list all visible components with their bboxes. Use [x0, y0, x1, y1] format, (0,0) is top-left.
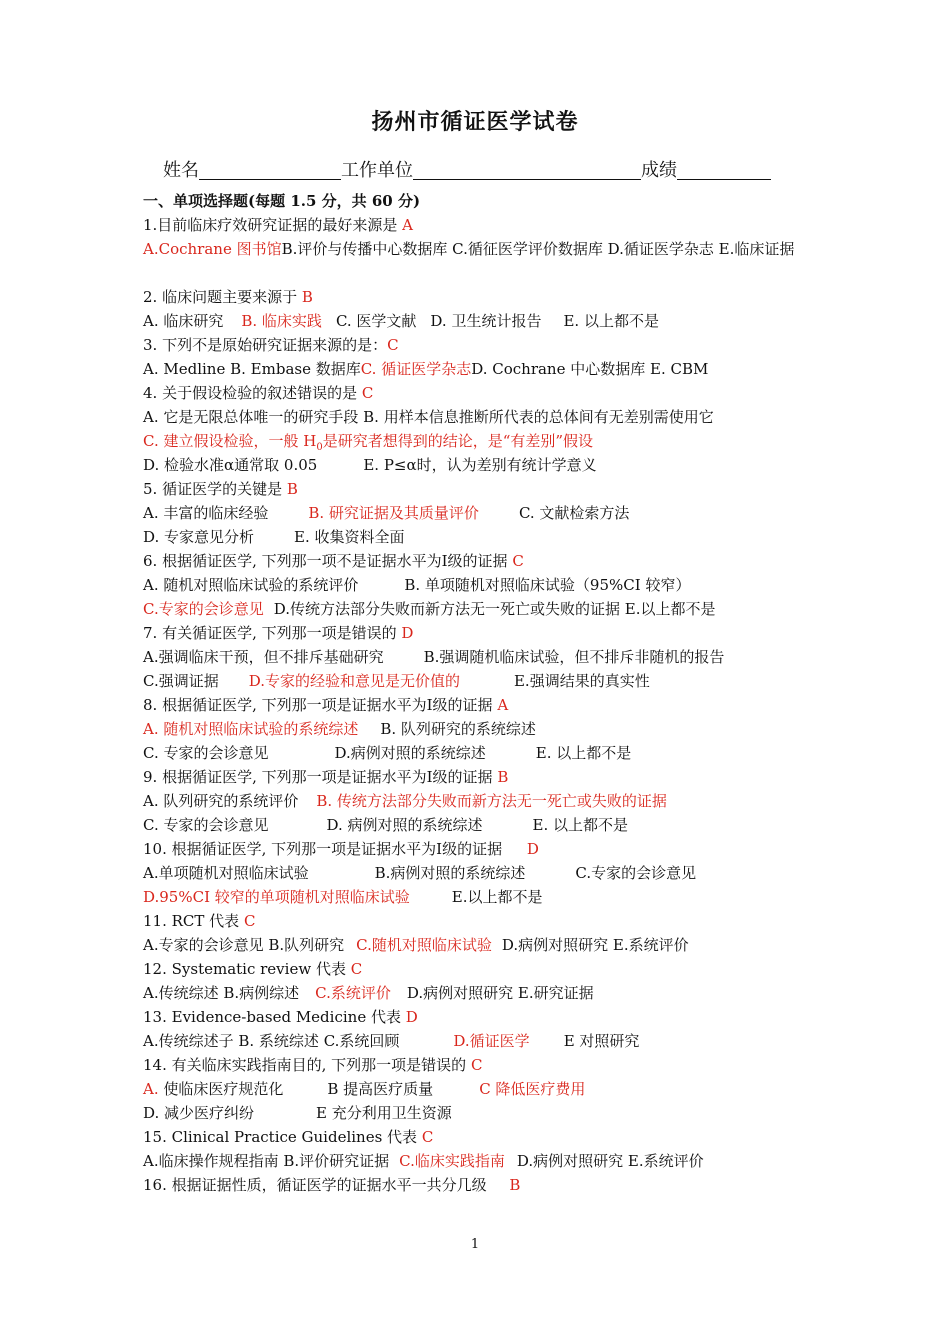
option-correct-part: C. 建立假设检验，一般 H: [143, 432, 317, 450]
score-label: 成绩: [641, 160, 677, 181]
option-correct: C.随机对照临床试验: [356, 936, 492, 954]
stem-text: 4. 关于假设检验的叙述错误的是: [143, 384, 362, 402]
question-stem: [143, 285, 823, 309]
option-correct: D.循证医学: [453, 1032, 530, 1050]
question-stem: [143, 477, 823, 501]
answer-key: C: [512, 552, 524, 570]
question-options: [143, 645, 823, 669]
option-text: D.病例对照的系统综述: [334, 744, 486, 762]
answer-key: A: [497, 696, 509, 714]
option-text: E. P≤α时，认为差别有统计学意义: [363, 456, 597, 474]
stem-text: 12. Systematic review 代表: [143, 960, 351, 978]
stem-text: 10. 根据循证医学, 下列那一项是证据水平为Ⅰ级的证据: [143, 840, 507, 858]
answer-key: C: [361, 384, 374, 402]
option-correct: B. 传统方法部分失败而新方法无一死亡或失败的证据: [316, 792, 667, 810]
option-correct: B. 临床实践: [241, 312, 322, 330]
question-options: [143, 237, 823, 285]
question-stem: [143, 909, 823, 933]
option-text: E 对照研究: [563, 1032, 640, 1050]
option-text: A.专家的会诊意见 B.队列研究: [143, 936, 345, 954]
option-correct: B. 研究证据及其质量评价: [308, 504, 479, 522]
question-options: [143, 1077, 823, 1101]
stem-text: 3. 下列不是原始研究证据来源的是：: [143, 336, 388, 354]
option-text: D. 专家意见分析: [143, 528, 255, 546]
question-options: [143, 573, 823, 597]
option-text: B. 队列研究的系统综述: [380, 720, 536, 738]
question-options: [143, 597, 823, 621]
option-correct: A. 随机对照临床试验的系统综述: [143, 720, 359, 738]
option-letter: A.: [143, 1080, 159, 1098]
question-stem: [143, 1125, 823, 1149]
option-text: A.传统综述 B.病例综述: [143, 984, 300, 1002]
question-options: [143, 741, 823, 765]
question-stem: [143, 1053, 823, 1077]
answer-key: B: [509, 1176, 521, 1194]
stem-text: 5. 循证医学的关键是: [143, 480, 287, 498]
option-text: D. 检验水准α通常取 0.05: [143, 456, 318, 474]
stem-text: 6. 根据循证医学, 下列那一项不是证据水平为Ⅰ级的证据: [143, 552, 513, 570]
option-text: A.单项随机对照临床试验: [143, 864, 309, 882]
option-text: A.临床操作规程指南 B.评价研究证据: [143, 1152, 390, 1170]
option-correct: A.Cochrane 图书馆: [143, 240, 282, 258]
section-heading: 一、单项选择题(每题 1.5 分，共 60 分): [143, 192, 421, 210]
question-options: [143, 453, 823, 477]
option-text: D. Cochrane 中心数据库 E. CBM: [471, 360, 709, 378]
unit-label: 工作单位: [341, 160, 413, 181]
option-text: E 充分利用卫生资源: [316, 1104, 452, 1122]
question-options: [143, 669, 823, 693]
option-text: A. 丰富的临床经验: [143, 504, 269, 522]
option-text: E.以上都不是: [451, 888, 543, 906]
answer-key: D: [401, 624, 414, 642]
answer-key: C: [350, 960, 363, 978]
question-options: [143, 525, 823, 549]
option-text: A. 随机对照临床试验的系统评价: [143, 576, 359, 594]
question-options: [143, 501, 823, 525]
option-text: B.评价与传播中心数据库 C.循征医学评价数据库 D.循证医学杂志 E.临床证据: [281, 240, 795, 258]
question-options: [143, 1029, 823, 1053]
stem-text: 15. Clinical Practice Guidelines 代表: [143, 1128, 422, 1146]
answer-key: C: [421, 1128, 434, 1146]
option-text: B. 单项随机对照临床试验（95%CI 较窄）: [404, 576, 691, 594]
name-label: 姓名: [163, 160, 199, 181]
option-text: C.专家的会诊意见: [575, 864, 697, 882]
option-correct: C.临床实践指南: [399, 1152, 505, 1170]
answer-key: D: [405, 1008, 418, 1026]
option-correct-part: 是研究者想得到的结论，是“有差别”假设: [322, 432, 594, 450]
question-stem: [143, 549, 823, 573]
option-correct: [143, 429, 823, 453]
option-correct: C. 循证医学杂志: [360, 360, 472, 378]
question-options: [143, 789, 823, 813]
option-text: A. 它是无限总体唯一的研究手段 B. 用样本信息推断所代表的总体间有无差别需使用它: [143, 408, 714, 426]
option-text: A.强调临床干预，但不排斥基础研究: [143, 648, 384, 666]
answer-key: B: [301, 288, 313, 306]
option-text: B.强调随机临床试验，但不排斥非随机的报告: [423, 648, 725, 666]
question-options: [143, 813, 823, 837]
option-text: E. 以上都不是: [532, 816, 629, 834]
option-text: B.病例对照的系统综述: [374, 864, 526, 882]
option-text: C. 专家的会诊意见: [143, 816, 269, 834]
answer-key: B: [497, 768, 509, 786]
question-stem: [143, 1005, 823, 1029]
option-text: B 提高医疗质量: [327, 1080, 434, 1098]
answer-key: C: [470, 1056, 483, 1074]
answer-key: D: [526, 840, 539, 858]
option-text: E. 以上都不是: [535, 744, 632, 762]
stem-text: 1.目前临床疗效研究证据的最好来源是: [143, 216, 403, 234]
option-correct: C.系统评价: [315, 984, 391, 1002]
question-options: [143, 885, 823, 909]
option-text: E. 以上都不是: [563, 312, 659, 330]
question-stem: [143, 333, 823, 357]
answer-key: C: [243, 912, 256, 930]
question-stem: [143, 213, 823, 237]
unit-blank[interactable]: [413, 161, 641, 180]
question-options: [143, 1101, 823, 1125]
stem-text: 9. 根据循证医学, 下列那一项是证据水平为Ⅰ级的证据: [143, 768, 498, 786]
option-text: D.病例对照研究 E.系统评价: [516, 1152, 704, 1170]
question-options: [143, 717, 823, 741]
stem-text: 16. 根据证据性质，循证医学的证据水平一共分几级: [143, 1176, 492, 1194]
question-stem: [143, 693, 823, 717]
subscript: 0: [316, 442, 323, 453]
stem-text: 7. 有关循证医学, 下列那一项是错误的: [143, 624, 402, 642]
question-stem: [143, 1173, 823, 1197]
stem-text: 14. 有关临床实践指南目的, 下列那一项是错误的: [143, 1056, 471, 1074]
option-correct: D.95%CI 较窄的单项随机对照临床试验: [143, 888, 410, 906]
stem-text: 13. Evidence-based Medicine 代表: [143, 1008, 406, 1026]
option-text: E.强调结果的真实性: [513, 672, 650, 690]
option-text: D. 减少医疗纠纷: [143, 1104, 255, 1122]
question-options: [143, 405, 823, 429]
option-correct: C.专家的会诊意见: [143, 600, 264, 618]
option-text: E. 收集资料全面: [294, 528, 405, 546]
option-correct: C 降低医疗费用: [479, 1080, 586, 1098]
stem-text: 11. RCT 代表: [143, 912, 244, 930]
name-blank[interactable]: [199, 161, 341, 180]
stem-text: 2. 临床问题主要来源于: [143, 288, 302, 306]
question-stem: [143, 621, 823, 645]
question-options: [143, 309, 823, 333]
question-stem: [143, 765, 823, 789]
question-options: [143, 933, 823, 957]
option-text: D. 卫生统计报告: [430, 312, 542, 330]
option-text: A. Medline B. Embase 数据库: [143, 360, 361, 378]
option-text: D.传统方法部分失败而新方法无一死亡或失败的证据 E.以上都不是: [273, 600, 716, 618]
option-text: C. 专家的会诊意见: [143, 744, 269, 762]
answer-key: C: [387, 336, 399, 354]
option-text: C. 医学文献: [335, 312, 417, 330]
question-stem: [143, 957, 823, 981]
option-text: A. 临床研究: [143, 312, 224, 330]
page-number: 1: [470, 1237, 480, 1252]
page-title: 扬州市循证医学试卷: [371, 109, 579, 135]
option-text: A. 队列研究的系统评价: [143, 792, 299, 810]
question-options: [143, 1149, 823, 1173]
question-stem: [143, 381, 823, 405]
option-text: 使临床医疗规范化: [158, 1080, 284, 1098]
option-text: A.传统综述子 B. 系统综述 C.系统回顾: [143, 1032, 400, 1050]
option-text: C. 文献检索方法: [518, 504, 630, 522]
answer-key: A: [402, 216, 413, 234]
score-blank[interactable]: [677, 161, 771, 180]
question-options: [143, 981, 823, 1005]
question-stem: [143, 837, 823, 861]
question-options: [143, 357, 823, 381]
info-line: [163, 156, 771, 182]
option-text: D.病例对照研究 E.研究证据: [406, 984, 594, 1002]
answer-key: B: [286, 480, 298, 498]
option-text: C.强调证据: [143, 672, 219, 690]
option-text: D.病例对照研究 E.系统评价: [501, 936, 689, 954]
stem-text: 8. 根据循证医学, 下列那一项是证据水平为Ⅰ级的证据: [143, 696, 498, 714]
question-options: [143, 861, 823, 885]
option-correct: D.专家的经验和意见是无价值的: [248, 672, 460, 690]
question-list: [143, 189, 823, 1197]
option-text: D. 病例对照的系统综述: [326, 816, 483, 834]
